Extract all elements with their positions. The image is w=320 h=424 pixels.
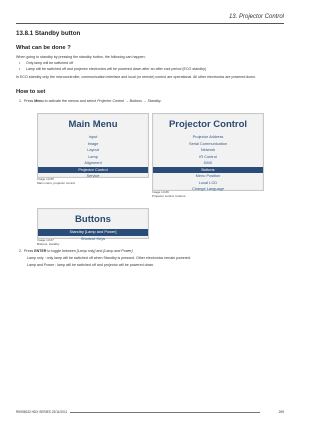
howto-heading: How to set <box>16 89 46 95</box>
step-1: 1. Press Menu to activate the menus and select Projector Control → Buttons → Standby. <box>19 99 162 103</box>
figure-caption: Image 13-67 Buttons, standby <box>37 238 60 246</box>
what-intro: When going to standby by pressing the standby button, the following can happen: <box>16 55 146 59</box>
eco-note: In ECO standby only the microcontroller, communication interface and local (or remote) control are operational. All other electronics are powered down. <box>16 75 256 79</box>
header-divider <box>16 23 284 24</box>
main-menu-item-layout[interactable]: Layout <box>87 147 99 152</box>
main-menu-item-input[interactable]: Input <box>88 134 98 139</box>
main-menu-item-alignment[interactable]: Alignment <box>84 160 102 165</box>
figure-caption: Image 13-65 Main menu, projector control <box>37 177 76 185</box>
projector-control-item-buttons[interactable]: Buttons <box>153 167 263 174</box>
step-2: 2. Press ENTER to toggle between [Lamp only] and [Lamp and Power]. <box>19 249 134 253</box>
main-menu-title: Main Menu <box>68 119 118 130</box>
bullet-item: • Lamp will be switched off and projector electronics will be powered down after an after cool period (ECO standby) <box>19 67 207 71</box>
figure-caption: Image 13-66 Projector control, buttons <box>152 190 186 198</box>
projector-control-item-dmx[interactable]: DMX <box>203 160 213 165</box>
main-menu-item-service[interactable]: Service <box>86 173 100 178</box>
projector-control-item-local-lcd[interactable]: Local LCD <box>198 179 218 185</box>
buttons-menu-screenshot <box>37 208 149 239</box>
main-menu-item-image[interactable]: Image <box>87 140 99 146</box>
chapter-title: 13. Projector Control <box>228 14 284 20</box>
buttons-menu-item-shortcut-keys[interactable]: Shortcut Keys <box>80 235 106 241</box>
projector-control-item-ir-control[interactable]: IR Control <box>199 153 217 159</box>
main-menu-screenshot <box>37 113 149 178</box>
projector-control-screenshot <box>152 113 264 191</box>
projector-control-item-projector-address[interactable]: Projector Address <box>192 134 224 139</box>
footer-doc-id: R5905032 HDX SERIES 23/11/2011 <box>16 410 68 414</box>
footer-divider <box>70 412 260 413</box>
buttons-menu-title: Buttons <box>75 214 111 225</box>
projector-control-item-change-language[interactable]: Change Language <box>191 186 225 191</box>
buttons-menu-item-standby-lamp-and-power[interactable]: Standby [Lamp and Power] <box>38 229 148 236</box>
section-heading: 13.8.1 Standby button <box>16 30 81 37</box>
projector-control-title: Projector Control <box>168 119 248 130</box>
projector-control-item-network[interactable]: Network <box>200 147 216 152</box>
main-menu-item-lamp[interactable]: Lamp <box>88 153 98 159</box>
step-2-lamp-only: Lamp only : only lamp will be switched off when Standby is pressed. Other electronics remain powered. <box>27 256 191 260</box>
bullet-item: • Only lamp will be switched off <box>19 61 74 65</box>
step-2-lamp-and-power: Lamp and Power : lamp will be switched off and projector will be powered down. <box>27 263 155 267</box>
projector-control-item-menu-position[interactable]: Menu Position <box>195 173 221 178</box>
page-number: 269 <box>278 410 284 414</box>
what-heading: What can be done ? <box>16 45 71 51</box>
projector-control-item-serial-communication[interactable]: Serial Communication <box>188 140 228 146</box>
main-menu-item-projector-control[interactable]: Projector Control <box>38 167 148 174</box>
